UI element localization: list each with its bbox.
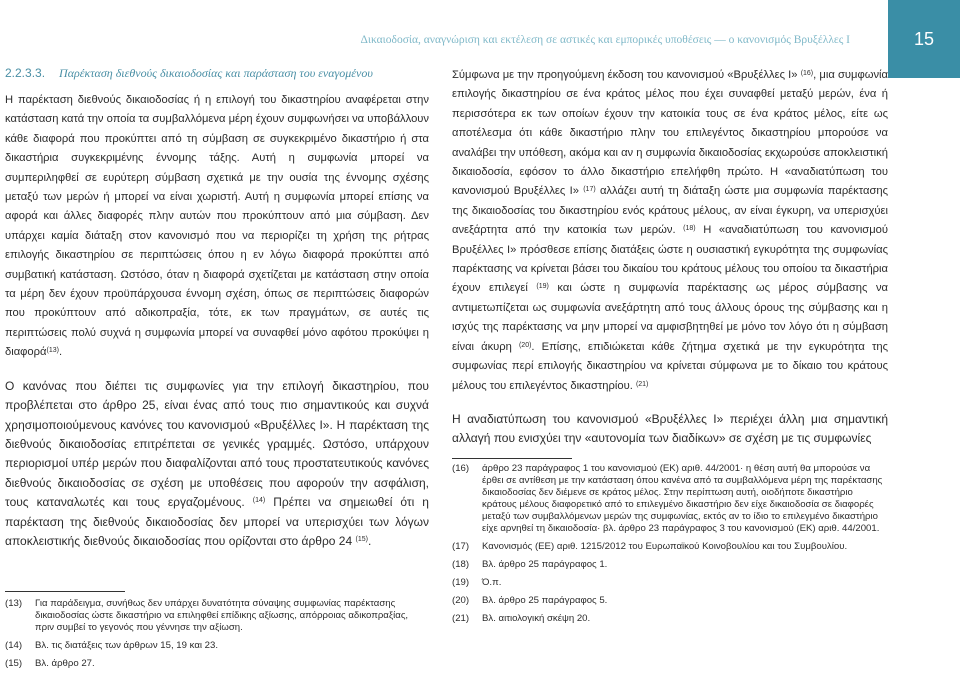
footnote-number: (13) bbox=[5, 598, 23, 609]
footnote-item bbox=[5, 640, 429, 652]
footnote-item bbox=[452, 595, 888, 607]
footnote-ref[interactable]: (17) bbox=[583, 186, 596, 194]
footnote-number: (21) bbox=[452, 613, 470, 624]
footnote-ref[interactable]: (16) bbox=[800, 70, 814, 77]
footnote-number: (18) bbox=[452, 559, 470, 570]
footnote-ref[interactable]: (15) bbox=[355, 535, 368, 543]
footnote-text: άρθρο 23 παράγραφος 1 του κανονισμού (ΕΚ) αριθ. 44/2001· η θέση αυτή θα μπορούσε να έρθει σε αντίθεση με την κατάσταση όπου κανένα από τα συμβαλλόμενα μέρη της παρέκτασης δικαιοδοσίας δεν διέμενε σε κράτος μέλος. Στην περίπτωση αυτή, οιοδήποτε δικαστήριο κράτους μέλους διαφορετικό από το επιλεγμένο δικαστήριο δεν είχε δικαιοδοσία σε διαφορές μεταξύ των συμβαλλόμενων μερών της συμφωνίας, εκτός αν το ίδιο το επιλεγμένο δικαστήριο είχε αρνηθεί τη δικαιοδοσία· βλ. άρθρο 23 παράγραφος 3 του κανονισμού (ΕΚ) αριθ. 44/2001. bbox=[482, 463, 883, 534]
footnote-number: (15) bbox=[5, 658, 23, 669]
section-heading bbox=[5, 66, 429, 81]
footnote-text: Βλ. άρθρο 27. bbox=[35, 658, 95, 669]
paragraph-text: . Επίσης, επιδιώκεται κάθε ζήτημα σχετικά με την εγκυρότητα της συμφωνίας περί επιλογής δικαστηρίου να κρίνεται σύμφωνα με το δίκαιο του κράτους μέλους του επιλεγέντος δικαστηρίου. bbox=[452, 340, 889, 392]
footnote-item bbox=[5, 658, 429, 670]
footnote-ref[interactable]: (18) bbox=[683, 225, 696, 233]
paragraph-text: και ώστε η συμφωνία παρέκτασης ως μέρος σύμβασης να αντιμετωπίζεται ως συμφωνία ανεξάρτητη από τους άλλους όρους της σύμβασης και η ισχύς της παρέκτασης να μην μπορεί να αμφισβητηθεί με μόνο τον λόγο ότι η σύμβαση είναι άκυρη bbox=[452, 282, 889, 353]
footnote-number: (19) bbox=[452, 577, 470, 588]
footnote-ref[interactable]: (19) bbox=[536, 283, 549, 291]
left-column bbox=[5, 66, 429, 551]
section-number: 2.2.3.3. bbox=[5, 66, 46, 80]
footnote-item bbox=[452, 577, 888, 589]
footnote-item bbox=[452, 541, 888, 553]
footnote-text: Βλ. αιτιολογική σκέψη 20. bbox=[482, 613, 591, 624]
footnote-text: Για παράδειγμα, συνήθως δεν υπάρχει δυνατότητα σύναψης συμφωνίας παρέκτασης δικαιοδοσίας ώστε δικαστήριο να επιληφθεί επίδικης αξίωσης, απόρροιας αδικοπραξίας, πριν συμβεί το γεγονός που γέννησε την αξίωση. bbox=[35, 598, 409, 633]
page-number-box bbox=[888, 0, 960, 78]
footnote-number: (16) bbox=[452, 463, 470, 474]
left-footnotes bbox=[5, 598, 429, 676]
footnote-item bbox=[5, 598, 429, 634]
paragraph-text: αλλάζει αυτή τη διάταξη ώστε μια συμφωνία παρέκτασης της δικαιοδοσίας του δικαστηρίου ενός κράτους μέλους, αν είναι έγκυρη, να υπερισχύει ανεξάρτητα από την κατοικία των μερών. bbox=[452, 185, 889, 237]
footnote-item bbox=[452, 463, 888, 535]
footnote-number: (17) bbox=[452, 541, 470, 552]
right-footnotes bbox=[452, 463, 888, 631]
section-title: Παρέκταση διεθνούς δικαιοδοσίας και παράσταση του εναγομένου bbox=[59, 66, 373, 80]
footnote-ref[interactable]: (20) bbox=[518, 341, 532, 349]
footnote-text: Ό.π. bbox=[482, 577, 502, 588]
footnote-ref[interactable]: (14) bbox=[252, 497, 266, 505]
paragraph: Η παρέκταση διεθνούς δικαιοδοσίας ή η επιλογή του δικαστηρίου αναφέρεται στην κατάσταση κατά την οποία τα συμβαλλόμενα μέρη έχουν συμφωνήσει να υποβάλλουν κάθε διαφορά που προκύπτει από τη σύμβαση σε συγκεκριμένο δικαστήριο ή στα δικαστήρια συγκεκριμένης έννομης τάξης. Αυτή η συμφωνία μπορεί να συμπεριληφθεί σε ευρύτερη σύμβαση σχετικά με την ουσία της έννομης σχέσης μεταξύ των μερών ή μπορεί να είναι χωριστή. Αυτή η συμφωνία μπορεί επίσης να αφορά και άλλες διαφορές πλην αυτών που προκύπτουν από μια σύμβαση. Δεν υπάρχει καμία διάταξη στον κανονισμό που να περιορίζει τη χρήση της ρήτρας επιλογής δικαστηρίου σε περιπτώσεις όπου η εν λόγω διαφορά προκύπτει από συμβατική κατάσταση. Ωστόσο, όταν η διαφορά σχετίζεται με κατάσταση στην οποία τα μέρη δεν έχουν προϋπάρχουσα έννομη σχέση, όπως σε περιπτώσεις διαφορών που προκύπτουν από αδικοπραξία, τότε, εκ των πραγμάτων, σε αυτές τις περιπτώσεις πολύ συχνά η συμφωνία μπορεί να συναφθεί μόνο αφότου προκύψει η διαφορά$^{(13)}$. bbox=[5, 94, 429, 359]
paragraph-text: Η παρέκταση διεθνούς δικαιοδοσίας ή η επιλογή του δικαστηρίου αναφέρεται στην κατάσταση κατά την οποία τα συμβαλλόμενα μέρη έχουν συμφωνήσει να υποβάλλουν κάθε διαφορά που προκύπτει από τη σύμβαση σε συγκεκριμένο δικαστήριο ή στα δικαστήρια συγκεκριμένης έννομης τάξης. Αυτή η συμφωνία μπορεί να συμπεριληφθεί σε ευρύτερη σύμβαση σχετικά με την ουσία της έννομης σχέσης μεταξύ των μερών ή μπορεί να είναι χωριστή. Αυτή η συμφωνία μπορεί επίσης να αφορά και άλλες διαφορές πλην αυτών που προκύπτουν από μια σύμβαση. Δεν υπάρχει καμία διάταξη στον κανονισμό που να περιορίζει τη χρήση της ρήτρας επιλογής δικαστηρίου σε περιπτώσεις όπου η εν λόγω διαφορά προκύπτει από συμβατική κατάσταση. Ωστόσο, όταν η διαφορά σχετίζεται με κατάσταση στην οποία τα μέρη δεν έχουν προϋπάρχουσα έννομη σχέση, όπως σε περιπτώσεις διαφορών που προκύπτουν από αδικοπραξία, τότε, εκ των πραγμάτων, σε αυτές τις περιπτώσεις πολύ συχνά η συμφωνία μπορεί να συναφθεί μόνο αφότου προκύψει η διαφορά bbox=[5, 94, 429, 359]
paragraph-text: Σύμφωνα με την προηγούμενη έκδοση του κανονισμού «Βρυξέλλες Ι» bbox=[452, 69, 798, 81]
footnote-divider bbox=[452, 458, 572, 459]
footnote-text: Βλ. τις διατάξεις των άρθρων 15, 19 και 23. bbox=[35, 640, 219, 651]
footnote-item bbox=[452, 559, 888, 571]
footnote-number: (20) bbox=[452, 595, 470, 606]
paragraph-text: Η «αναδιατύπωση του κανονισμού Βρυξέλλες Ι» πρόσθεσε επίσης διατάξεις ώστε η ουσιαστική εγκυρότητα της συμφωνίας παρέκτασης να κρίνεται βάσει του δικαίου του κράτους μέλους του οποίου τα δικαστήρια έχουν επιλεγεί bbox=[452, 224, 888, 295]
paragraph-text: Πρέπει να σημειωθεί ότι η παρέκταση της διεθνούς δικαιοδοσίας δεν μπορεί να υπερισχύει των λόγων αποκλειστικής διεθνούς δικαιοδοσίας που ορίζονται στο άρθρο 24 bbox=[5, 495, 429, 548]
paragraph-text: , μια συμφωνία επιλογής δικαστηρίου σε ένα κράτος μέλος που έχει συναφθεί μεταξύ μερών, ένα ή περισσότερα εκ των οποίων έχουν την κατοικία τους σε ένα κράτος μέλος, είτε ως αποτέλεσμα ότι κάθε δικαστήριο πλην του επιλεγέντος δικαστηρίου μπορούσε να αναλάβει την υπόθεση, ακόμα και αν η συμφωνία δικαιοδοσίας εκχωρούσε αποκλειστική δικαιοδοσία, εφόσον το άλλο δικαστήριο επελήφθη πρώτο. Η «αναδιατύπωση του κανονισμού Βρυξέλλες Ι» bbox=[452, 69, 889, 198]
paragraph-text: Ο κανόνας που διέπει τις συμφωνίες για την επιλογή δικαστηρίου, που προβλέπεται στο άρθρο 25, είναι ένας από τους πιο σημαντικούς και συχνά χρησιμοποιούμενους κανόνες του κανονισμού «Βρυξέλλες Ι». Η παρέκταση της διεθνούς δικαιοδοσίας επιτρέπεται σε γενικές γραμμές. Ωστόσο, υπάρχουν περιορισμοί υπέρ μερών που διαφαλίζονται από τους προστατευτικούς κανόνες διεθνούς δικαιοδοσίας σε σχέση με υποθέσεις που αφορούν την ασφάλιση, τους καταναλωτές και τους εργαζομένους. bbox=[5, 378, 429, 510]
footnote-ref[interactable]: (13) bbox=[46, 347, 59, 355]
footnote-text: Βλ. άρθρο 25 παράγραφος 1. bbox=[482, 559, 608, 570]
footnote-divider bbox=[5, 591, 125, 592]
paragraph: Ο κανόνας που διέπει τις συμφωνίες για την επιλογή δικαστηρίου, που προβλέπεται στο άρθρο 25, είναι ένας από τους πιο σημαντικούς και συχνά χρησιμοποιούμενους κανόνες του κανονισμού «Βρυξέλλες Ι». Η παρέκταση της διεθνούς δικαιοδοσίας επιτρέπεται σε γενικές γραμμές. Ωστόσο, υπάρχουν περιορισμοί υπέρ μερών που διαφαλίζονται από τους προστατευτικούς κανόνες διεθνούς δικαιοδοσίας σε σχέση με υποθέσεις που αφορούν την ασφάλιση, τους καταναλωτές και τους εργαζομένους. $^{(14)}$ Πρέπει να σημειωθεί ότι η παρέκταση της διεθνούς δικαιοδοσίας δεν μπορεί να υπερισχύει των λόγων αποκλειστικής διεθνούς δικαιοδοσίας που ορίζονται στο άρθρο 24 $^{(15)}$. bbox=[5, 378, 429, 548]
footnote-item bbox=[452, 613, 888, 625]
footnote-text: Κανονισμός (ΕΕ) αριθ. 1215/2012 του Ευρωπαϊκού Κοινοβουλίου και του Συμβουλίου. bbox=[482, 541, 848, 552]
footnote-ref[interactable]: (21) bbox=[635, 380, 649, 388]
paragraph: Η αναδιατύπωση του κανονισμού «Βρυξέλλες Ι» περιέχει άλλη μια σημαντική αλλαγή που ενισχύει την «αυτονομία των διαδίκων» σε σχέση με τις συμφωνίες bbox=[452, 411, 888, 446]
paragraph bbox=[452, 66, 888, 396]
right-column bbox=[452, 66, 888, 449]
page-number: 15 bbox=[913, 28, 935, 49]
footnote-text: Βλ. άρθρο 25 παράγραφος 5. bbox=[482, 595, 608, 606]
running-header: Δικαιοδοσία, αναγνώριση και εκτέλεση σε αστικές και εμπορικές υποθέσεις — ο κανονισμός Βρυξέλλες Ι bbox=[360, 34, 850, 46]
footnote-number: (14) bbox=[5, 640, 23, 651]
